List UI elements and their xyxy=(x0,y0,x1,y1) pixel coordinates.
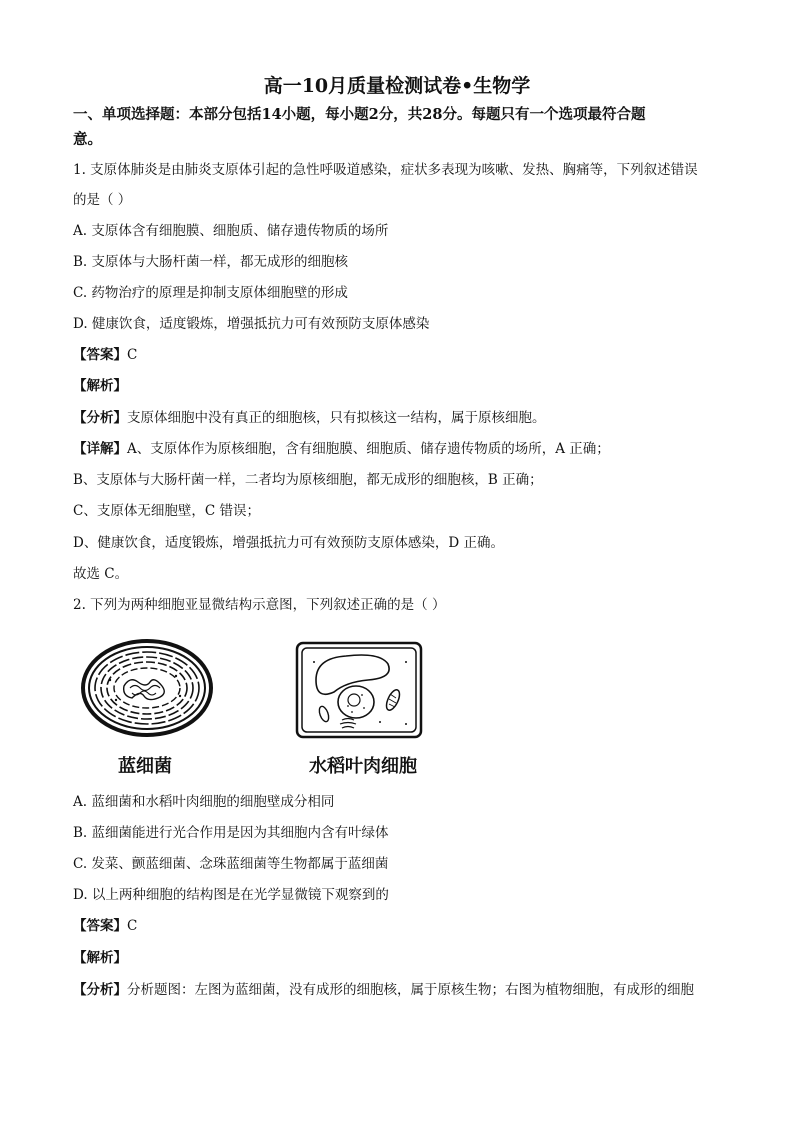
q2-option-a: A. 蓝细菌和水稻叶肉细胞的细胞壁成分相同 xyxy=(73,794,335,810)
section-heading-line1: 一、单项选择题：本部分包括14小题，每小题2分，共28分。每题只有一个选项最符合题 xyxy=(73,106,646,123)
q1-detail-c: C、支原体无细胞壁，C 错误； xyxy=(73,503,260,519)
q1-option-d: D. 健康饮食，适度锻炼，增强抵抗力可有效预防支原体感染 xyxy=(73,316,430,332)
q2-answer xyxy=(73,917,137,935)
q1-fenxi xyxy=(73,409,546,427)
figure-left-caption: 蓝细菌 xyxy=(118,756,172,777)
q1-detail-d: D、健康饮食，适度锻炼，增强抵抗力可有效预防支原体感染，D 正确。 xyxy=(73,535,504,551)
answer-value: C xyxy=(127,918,138,934)
q1-conclusion: 故选 C。 xyxy=(73,566,129,582)
q1-option-b: B. 支原体与大肠杆菌一样，都无成形的细胞核 xyxy=(73,254,349,270)
q1-stem-line1: 1. 支原体肺炎是由肺炎支原体引起的急性呼吸道感染，症状多表现为咳嗽、发热、胸痛等，下列叙述错误 xyxy=(73,162,698,178)
rice-mesophyll-cell-figure xyxy=(294,640,424,740)
q2-analysis-tag: 【解析】 xyxy=(73,950,127,966)
q2-stem: 2. 下列为两种细胞亚显微结构示意图，下列叙述正确的是（ ） xyxy=(73,597,446,613)
page-title: 高一10月质量检测试卷•生物学 xyxy=(263,75,531,97)
q2-fenxi xyxy=(73,981,694,999)
answer-tag: 【答案】 xyxy=(73,918,127,934)
q1-answer xyxy=(73,346,137,364)
xiangjie-tag: 【详解】 xyxy=(73,441,127,457)
q1-xiangjie xyxy=(73,440,610,458)
q2-option-b: B. 蓝细菌能进行光合作用是因为其细胞内含有叶绿体 xyxy=(73,825,389,841)
cyanobacteria-figure xyxy=(80,638,215,738)
q1-option-c: C. 药物治疗的原理是抑制支原体细胞壁的形成 xyxy=(73,285,348,301)
figure-right-caption: 水稻叶肉细胞 xyxy=(309,756,417,777)
q2-option-d: D. 以上两种细胞的结构图是在光学显微镜下观察到的 xyxy=(73,887,389,903)
fenxi-text: 支原体细胞中没有真正的细胞核，只有拟核这一结构，属于原核细胞。 xyxy=(127,410,546,426)
q1-analysis-tag: 【解析】 xyxy=(73,378,127,394)
q1-option-a: A. 支原体含有细胞膜、细胞质、储存遗传物质的场所 xyxy=(73,223,389,239)
xiangjie-text: A、支原体作为原核细胞，含有细胞膜、细胞质、储存遗传物质的场所，A 正确； xyxy=(127,441,610,457)
answer-value: C xyxy=(127,347,138,363)
q1-stem-line2: 的是（ ） xyxy=(73,192,132,208)
q2-option-c: C. 发菜、颤蓝细菌、念珠蓝细菌等生物都属于蓝细菌 xyxy=(73,856,389,872)
fenxi-text: 分析题图：左图为蓝细菌，没有成形的细胞核，属于原核生物；右图为植物细胞，有成形的细胞 xyxy=(127,982,694,998)
fenxi-tag: 【分析】 xyxy=(73,410,127,426)
section-heading-line2: 意。 xyxy=(73,131,102,148)
answer-tag: 【答案】 xyxy=(73,347,127,363)
fenxi-tag: 【分析】 xyxy=(73,982,127,998)
q1-detail-b: B、支原体与大肠杆菌一样，二者均为原核细胞，都无成形的细胞核，B 正确； xyxy=(73,472,543,488)
